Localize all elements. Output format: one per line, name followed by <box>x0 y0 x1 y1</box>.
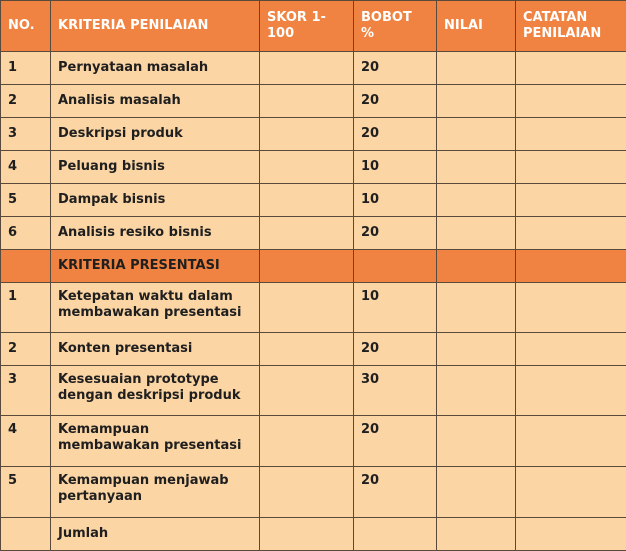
score-cell[interactable] <box>260 217 354 250</box>
header-weight: BOBOT % <box>354 1 437 52</box>
header-score: SKOR 1-100 <box>260 1 354 52</box>
weight-cell: 30 <box>354 366 437 416</box>
row-criteria: Deskripsi produk <box>51 118 260 151</box>
row-criteria: Analisis masalah <box>51 85 260 118</box>
weight-cell: 20 <box>354 52 437 85</box>
table-row <box>1 283 626 333</box>
value-cell[interactable] <box>437 85 516 118</box>
score-cell[interactable] <box>260 366 354 416</box>
header-criteria: KRITERIA PENILAIAN <box>51 1 260 52</box>
score-cell[interactable] <box>260 283 354 333</box>
table-row <box>1 333 626 366</box>
section-blank <box>260 250 354 283</box>
total-row <box>1 518 626 551</box>
row-no: 3 <box>1 366 51 416</box>
table-row <box>1 151 626 184</box>
score-cell[interactable] <box>260 151 354 184</box>
row-no: 4 <box>1 151 51 184</box>
header-value: NILAI <box>437 1 516 52</box>
table-row <box>1 52 626 85</box>
score-cell[interactable] <box>260 118 354 151</box>
section-blank <box>516 250 626 283</box>
row-no: 1 <box>1 283 51 333</box>
note-cell[interactable] <box>516 366 626 416</box>
row-criteria: Peluang bisnis <box>51 151 260 184</box>
row-criteria: Kemampuan menjawab pertanyaan <box>51 467 260 518</box>
table-row <box>1 217 626 250</box>
row-no: 5 <box>1 184 51 217</box>
value-cell[interactable] <box>437 184 516 217</box>
row-no: 2 <box>1 333 51 366</box>
row-criteria: Kesesuaian prototype dengan deskripsi produk <box>51 366 260 416</box>
score-cell[interactable] <box>260 184 354 217</box>
note-cell[interactable] <box>516 52 626 85</box>
row-criteria: Analisis resiko bisnis <box>51 217 260 250</box>
note-cell[interactable] <box>516 151 626 184</box>
note-cell[interactable] <box>516 118 626 151</box>
section-header-row <box>1 250 626 283</box>
row-no: 6 <box>1 217 51 250</box>
row-no: 5 <box>1 467 51 518</box>
row-criteria: Kemampuan membawakan presentasi <box>51 416 260 467</box>
total-score-cell[interactable] <box>260 518 354 551</box>
row-no: 1 <box>1 52 51 85</box>
weight-cell: 10 <box>354 184 437 217</box>
table-row <box>1 416 626 467</box>
score-cell[interactable] <box>260 85 354 118</box>
score-cell[interactable] <box>260 416 354 467</box>
section-no-blank <box>1 250 51 283</box>
score-cell[interactable] <box>260 52 354 85</box>
value-cell[interactable] <box>437 52 516 85</box>
note-cell[interactable] <box>516 217 626 250</box>
note-cell[interactable] <box>516 85 626 118</box>
table-header-row <box>1 1 626 52</box>
row-criteria: Ketepatan waktu dalam membawakan presentasi <box>51 283 260 333</box>
section-blank <box>354 250 437 283</box>
table-row <box>1 184 626 217</box>
value-cell[interactable] <box>437 283 516 333</box>
table-row <box>1 366 626 416</box>
table-row <box>1 85 626 118</box>
weight-cell: 10 <box>354 283 437 333</box>
weight-cell: 20 <box>354 333 437 366</box>
score-cell[interactable] <box>260 333 354 366</box>
value-cell[interactable] <box>437 416 516 467</box>
section-title: KRITERIA PRESENTASI <box>51 250 260 283</box>
row-criteria: Pernyataan masalah <box>51 52 260 85</box>
total-no-blank <box>1 518 51 551</box>
note-cell[interactable] <box>516 184 626 217</box>
value-cell[interactable] <box>437 151 516 184</box>
note-cell[interactable] <box>516 333 626 366</box>
total-weight-cell <box>354 518 437 551</box>
row-criteria: Konten presentasi <box>51 333 260 366</box>
table-row <box>1 118 626 151</box>
header-note: CATATAN PENILAIAN <box>516 1 626 52</box>
section-blank <box>437 250 516 283</box>
total-note-cell[interactable] <box>516 518 626 551</box>
value-cell[interactable] <box>437 217 516 250</box>
row-criteria: Dampak bisnis <box>51 184 260 217</box>
value-cell[interactable] <box>437 118 516 151</box>
row-no: 4 <box>1 416 51 467</box>
weight-cell: 20 <box>354 416 437 467</box>
note-cell[interactable] <box>516 416 626 467</box>
weight-cell: 20 <box>354 118 437 151</box>
value-cell[interactable] <box>437 366 516 416</box>
total-label: Jumlah <box>51 518 260 551</box>
weight-cell: 10 <box>354 151 437 184</box>
total-value-cell[interactable] <box>437 518 516 551</box>
row-no: 2 <box>1 85 51 118</box>
note-cell[interactable] <box>516 283 626 333</box>
weight-cell: 20 <box>354 467 437 518</box>
header-no: NO. <box>1 1 51 52</box>
value-cell[interactable] <box>437 333 516 366</box>
score-cell[interactable] <box>260 467 354 518</box>
row-no: 3 <box>1 118 51 151</box>
value-cell[interactable] <box>437 467 516 518</box>
weight-cell: 20 <box>354 85 437 118</box>
note-cell[interactable] <box>516 467 626 518</box>
weight-cell: 20 <box>354 217 437 250</box>
table-row <box>1 467 626 518</box>
